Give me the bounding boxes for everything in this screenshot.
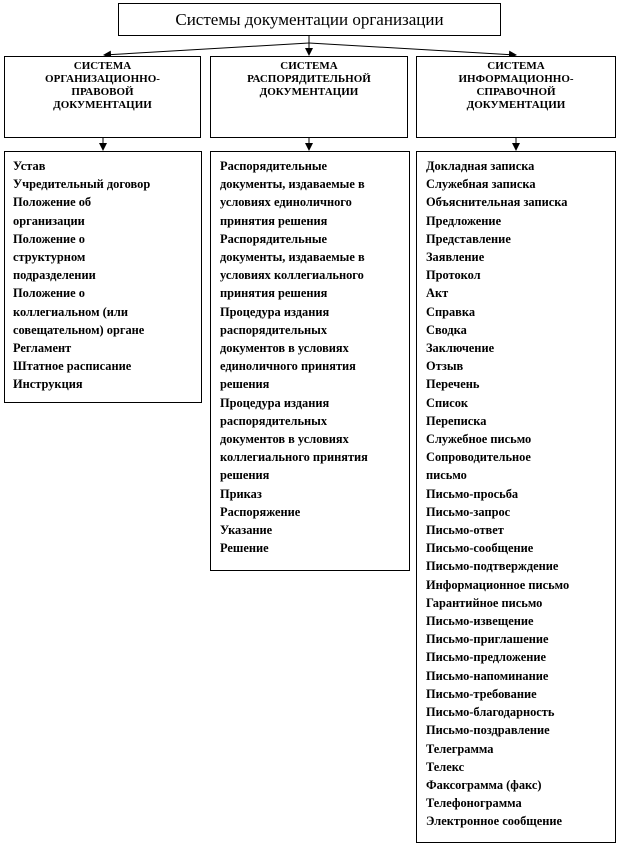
heading-line: ДОКУМЕНТАЦИИ (53, 99, 152, 111)
document-list-line: Приказ (220, 486, 262, 501)
heading-line: ПРАВОВОЙ (71, 86, 134, 98)
document-list-line: Гарантийное письмо (426, 595, 543, 610)
document-list-line: структурном (13, 250, 86, 265)
document-list-line: организации (13, 213, 85, 228)
document-list-line: Протокол (426, 268, 481, 283)
document-list-line: Положение о (13, 286, 85, 301)
arrow-root-to-system-1 (104, 43, 309, 55)
document-list-line: Процедура издания (220, 395, 330, 410)
document-list-line: Устав (13, 159, 46, 173)
system-heading-information-reference (416, 56, 616, 138)
heading-line: ОРГАНИЗАЦИОННО- (45, 73, 160, 85)
document-list-line: Процедура издания (220, 304, 330, 319)
document-list-line: решения (220, 468, 270, 483)
document-list-line: Электронное сообщение (426, 814, 563, 829)
document-list-line: Письмо-благодарность (426, 705, 555, 720)
document-list-line: Письмо-предложение (426, 650, 546, 665)
document-list-line: условиях единоличного (220, 195, 352, 210)
document-list-line: Акт (426, 286, 449, 301)
document-list-line: документы, издаваемые в (220, 250, 365, 265)
document-list-line: Информационное письмо (426, 577, 570, 592)
document-list-line: коллегиальном (или (13, 304, 128, 319)
document-list-line: Письмо-сообщение (426, 541, 534, 556)
document-list-line: Распорядительные (220, 159, 328, 173)
document-list-line: Письмо-запрос (426, 504, 511, 519)
heading-line: СПРАВОЧНОЙ (476, 86, 556, 98)
document-list-line: Письмо-поздравление (426, 723, 550, 738)
document-list-line: Письмо-напоминание (426, 668, 549, 683)
document-list-line: Заявление (426, 250, 485, 265)
document-list-line: Письмо-подтверждение (426, 559, 559, 574)
document-list-line: Заключение (426, 341, 495, 356)
document-list-line: Распорядительные (220, 231, 328, 246)
heading-line: ИНФОРМАЦИОННО- (458, 73, 574, 85)
document-list-line: коллегиального принятия (220, 450, 368, 465)
document-list-line: Служебная записка (426, 177, 536, 192)
document-list-line: подразделении (13, 268, 96, 283)
document-list-line: Объяснительная записка (426, 195, 568, 210)
document-list-line: Телекс (426, 759, 465, 774)
document-list-line: Перечень (426, 377, 480, 392)
document-list-administrative (210, 151, 410, 571)
document-list-line: Представление (426, 231, 511, 246)
document-list-line: совещательном) органе (13, 322, 145, 337)
heading-line: СИСТЕМА (487, 60, 545, 72)
document-list-organizational-legal (4, 151, 202, 403)
document-list-line: распорядительных (220, 322, 328, 337)
document-list-line: документов в условиях (220, 341, 349, 356)
heading-line: ДОКУМЕНТАЦИИ (259, 86, 359, 98)
document-list-line: Предложение (426, 213, 502, 228)
document-list-line: Инструкция (13, 377, 83, 392)
diagram-title: Системы документации организации (118, 3, 501, 36)
system-heading-organizational-legal (4, 56, 201, 138)
document-list-line: Письмо-приглашение (426, 632, 549, 647)
document-list-line: документов в условиях (220, 432, 349, 447)
document-list-line: распорядительных (220, 413, 328, 428)
document-list-line: Сопроводительное (426, 450, 531, 465)
document-list-line: Переписка (426, 413, 487, 428)
heading-line: ДОКУМЕНТАЦИИ (466, 99, 566, 111)
document-list-line: Сводка (426, 322, 467, 337)
document-list-line: Список (426, 395, 469, 410)
document-list-information-reference (416, 151, 616, 843)
document-list-line: документы, издаваемые в (220, 177, 365, 192)
document-list-line: письмо (426, 468, 467, 483)
document-list-line: Письмо-требование (426, 686, 537, 701)
document-list-line: принятия решения (220, 213, 328, 228)
document-list-line: Распоряжение (220, 504, 301, 519)
document-list-line: Письмо-извещение (426, 614, 534, 629)
document-list-line: Телефонограмма (426, 796, 522, 811)
document-list-line: решения (220, 377, 270, 392)
document-list-line: Штатное расписание (13, 359, 132, 374)
document-list-line: единоличного принятия (220, 359, 356, 374)
document-list-line: Докладная записка (426, 159, 535, 173)
document-list-line: Письмо-ответ (426, 523, 504, 538)
document-list-line: принятия решения (220, 286, 328, 301)
heading-line: СИСТЕМА (280, 60, 338, 72)
arrow-root-to-system-3 (309, 43, 516, 55)
document-list-line: Письмо-просьба (426, 486, 519, 501)
document-list-line: Регламент (13, 341, 72, 356)
document-list-line: Справка (426, 304, 476, 319)
system-heading-administrative (210, 56, 408, 138)
document-list-line: Решение (220, 541, 269, 556)
document-list-line: Телеграмма (426, 741, 494, 756)
document-list-line: Положение об (13, 195, 92, 210)
document-list-line: Факсограмма (факс) (426, 777, 542, 792)
document-list-line: Служебное письмо (426, 432, 532, 447)
document-list-line: Указание (220, 523, 273, 538)
document-list-line: Учредительный договор (13, 177, 151, 192)
document-list-line: Отзыв (426, 359, 464, 374)
heading-line: РАСПОРЯДИТЕЛЬНОЙ (247, 73, 371, 85)
document-list-line: Положение о (13, 231, 85, 246)
document-list-line: условиях коллегиального (220, 268, 364, 283)
heading-line: СИСТЕМА (73, 60, 132, 72)
